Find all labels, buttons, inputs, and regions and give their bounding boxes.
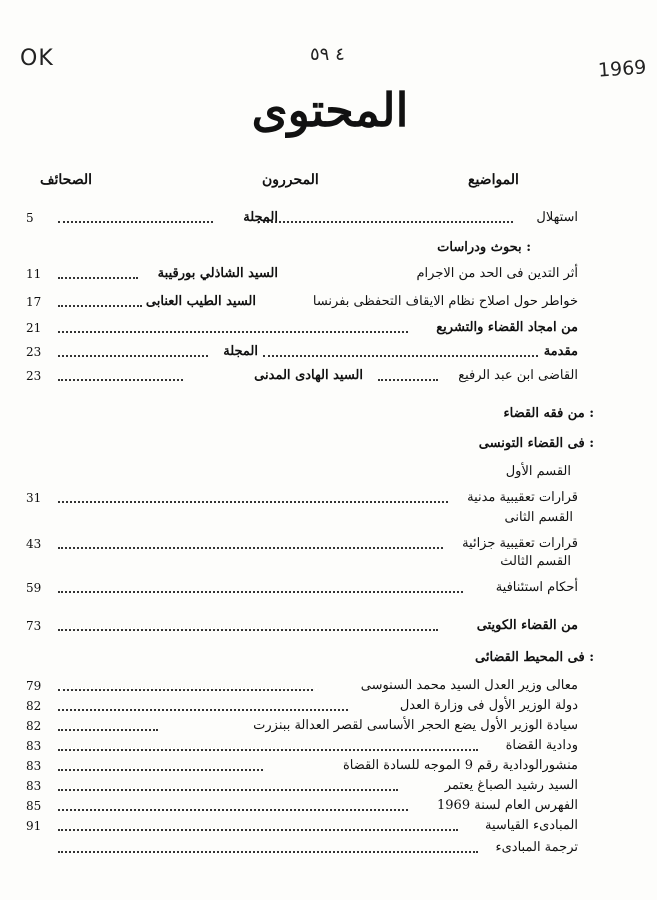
toc-topic: معالى وزير العدل السيد محمد السنوسى	[360, 678, 578, 693]
toc-topic: قرارات تعقيبية جزائية	[462, 536, 578, 551]
dot-leader	[58, 629, 438, 631]
dot-leader	[58, 809, 408, 811]
dot-leader	[58, 331, 408, 333]
dot-leader	[58, 689, 313, 691]
dot-leader	[58, 789, 398, 791]
dot-leader	[58, 829, 458, 831]
dot-leader	[58, 547, 443, 549]
toc-row	[26, 488, 578, 508]
toc-page: 85	[26, 799, 42, 813]
subsection-label: القسم الثالث	[500, 554, 571, 569]
dot-leader	[58, 729, 158, 731]
dot-leader	[58, 355, 208, 357]
toc-topic: سيادة الوزير الأول يضع الحجر الأساسى لقصر العدالة ببنزرت	[253, 718, 578, 733]
toc-row	[26, 736, 578, 756]
toc-row	[26, 366, 578, 386]
toc-topic: السيد رشيد الصباغ يعتمر	[444, 778, 578, 793]
toc-topic: استهلال	[536, 210, 578, 225]
subsection-label: القسم الثانى	[504, 510, 573, 525]
toc-author: السيد الطيب العنابى	[145, 294, 256, 309]
toc-page: 23	[26, 369, 42, 383]
toc-topic: منشورالودادية رقم 9 الموجه للسادة القضاة	[342, 758, 578, 773]
handwritten-number: ٤ ٥٩	[310, 44, 345, 65]
toc-row	[26, 318, 578, 338]
dot-leader	[58, 851, 478, 853]
toc-row	[26, 616, 578, 636]
toc-page: 82	[26, 719, 42, 733]
dot-leader	[263, 355, 538, 357]
toc-page: 5	[26, 211, 34, 225]
dot-leader	[58, 277, 138, 279]
dot-leader	[58, 501, 448, 503]
toc-topic: ترجمة المبادىء	[495, 840, 578, 855]
toc-row	[26, 676, 578, 696]
toc-topic: أحكام استئنافية	[495, 580, 578, 595]
page-title: المحتوى	[251, 83, 409, 137]
toc-row	[26, 696, 578, 716]
column-header-pages: الصحائف	[40, 172, 92, 188]
toc-row	[26, 292, 578, 312]
toc-row	[26, 208, 578, 228]
toc-topic: القاضى ابن عبد الرفيع	[458, 368, 578, 383]
section-heading: فى المحيط القضائى :	[474, 650, 594, 665]
toc-page: 59	[26, 581, 42, 595]
toc-page: 91	[26, 819, 42, 833]
toc-topic: الفهرس العام لسنة 1969	[437, 798, 578, 813]
column-header-authors: المحررون	[262, 172, 319, 188]
toc-page: 43	[26, 537, 42, 551]
toc-row	[26, 342, 578, 362]
toc-page: 11	[26, 267, 42, 281]
toc-topic: ودادية القضاة	[505, 738, 578, 753]
toc-topic: من القضاء الكويتى	[476, 618, 578, 633]
subsection-label: القسم الأول	[505, 464, 571, 479]
toc-page: 17	[26, 295, 42, 309]
toc-author: السيد الهادى المدنى	[254, 368, 363, 383]
section-heading: فى القضاء التونسى :	[478, 436, 594, 451]
toc-row	[26, 534, 578, 554]
toc-row	[26, 578, 578, 598]
column-header-topics: المواضيع	[468, 172, 519, 188]
toc-page: 82	[26, 699, 42, 713]
section-heading: من فقه القضاء :	[503, 406, 594, 421]
toc-topic: مقدمة	[543, 344, 578, 359]
toc-row	[26, 716, 578, 736]
dot-leader	[58, 749, 478, 751]
toc-page: 83	[26, 739, 42, 753]
dot-leader	[58, 221, 213, 223]
toc-page: 83	[26, 779, 42, 793]
toc-topic: المبادىء القياسية	[485, 818, 578, 833]
toc-page: 79	[26, 679, 42, 693]
toc-author: المجلة	[243, 210, 278, 225]
dot-leader	[378, 379, 438, 381]
toc-page: 83	[26, 759, 42, 773]
toc-topic: خواطر حول اصلاح نظام الايقاف التحفظى بفرنسا	[312, 294, 578, 309]
toc-page: 31	[26, 491, 42, 505]
handwritten-year: 1969	[597, 56, 648, 82]
toc-page: 21	[26, 321, 42, 335]
dot-leader	[258, 221, 513, 223]
toc-topic: أثر التدين فى الحد من الاجرام	[416, 266, 578, 281]
dot-leader	[58, 769, 263, 771]
toc-author: المجلة	[223, 344, 258, 359]
toc-author: السيد الشاذلي بورقيبة	[157, 266, 278, 281]
toc-row	[26, 776, 578, 796]
dot-leader	[58, 591, 463, 593]
toc-row	[58, 838, 578, 858]
toc-row	[26, 264, 578, 284]
handwritten-ok-mark: OK	[20, 46, 54, 71]
toc-topic: من امجاد القضاء والتشريع	[436, 320, 578, 335]
dot-leader	[58, 379, 183, 381]
toc-row	[26, 756, 578, 776]
toc-topic: قرارات تعقيبية مدنية	[467, 490, 578, 505]
toc-row	[26, 796, 578, 816]
dot-leader	[58, 709, 348, 711]
toc-row	[26, 816, 578, 836]
dot-leader	[58, 305, 142, 307]
toc-topic: دولة الوزير الأول فى وزارة العدل	[399, 698, 578, 713]
toc-page: 73	[26, 619, 42, 633]
toc-page: 23	[26, 345, 42, 359]
section-heading: بحوث ودراسات :	[437, 240, 531, 255]
